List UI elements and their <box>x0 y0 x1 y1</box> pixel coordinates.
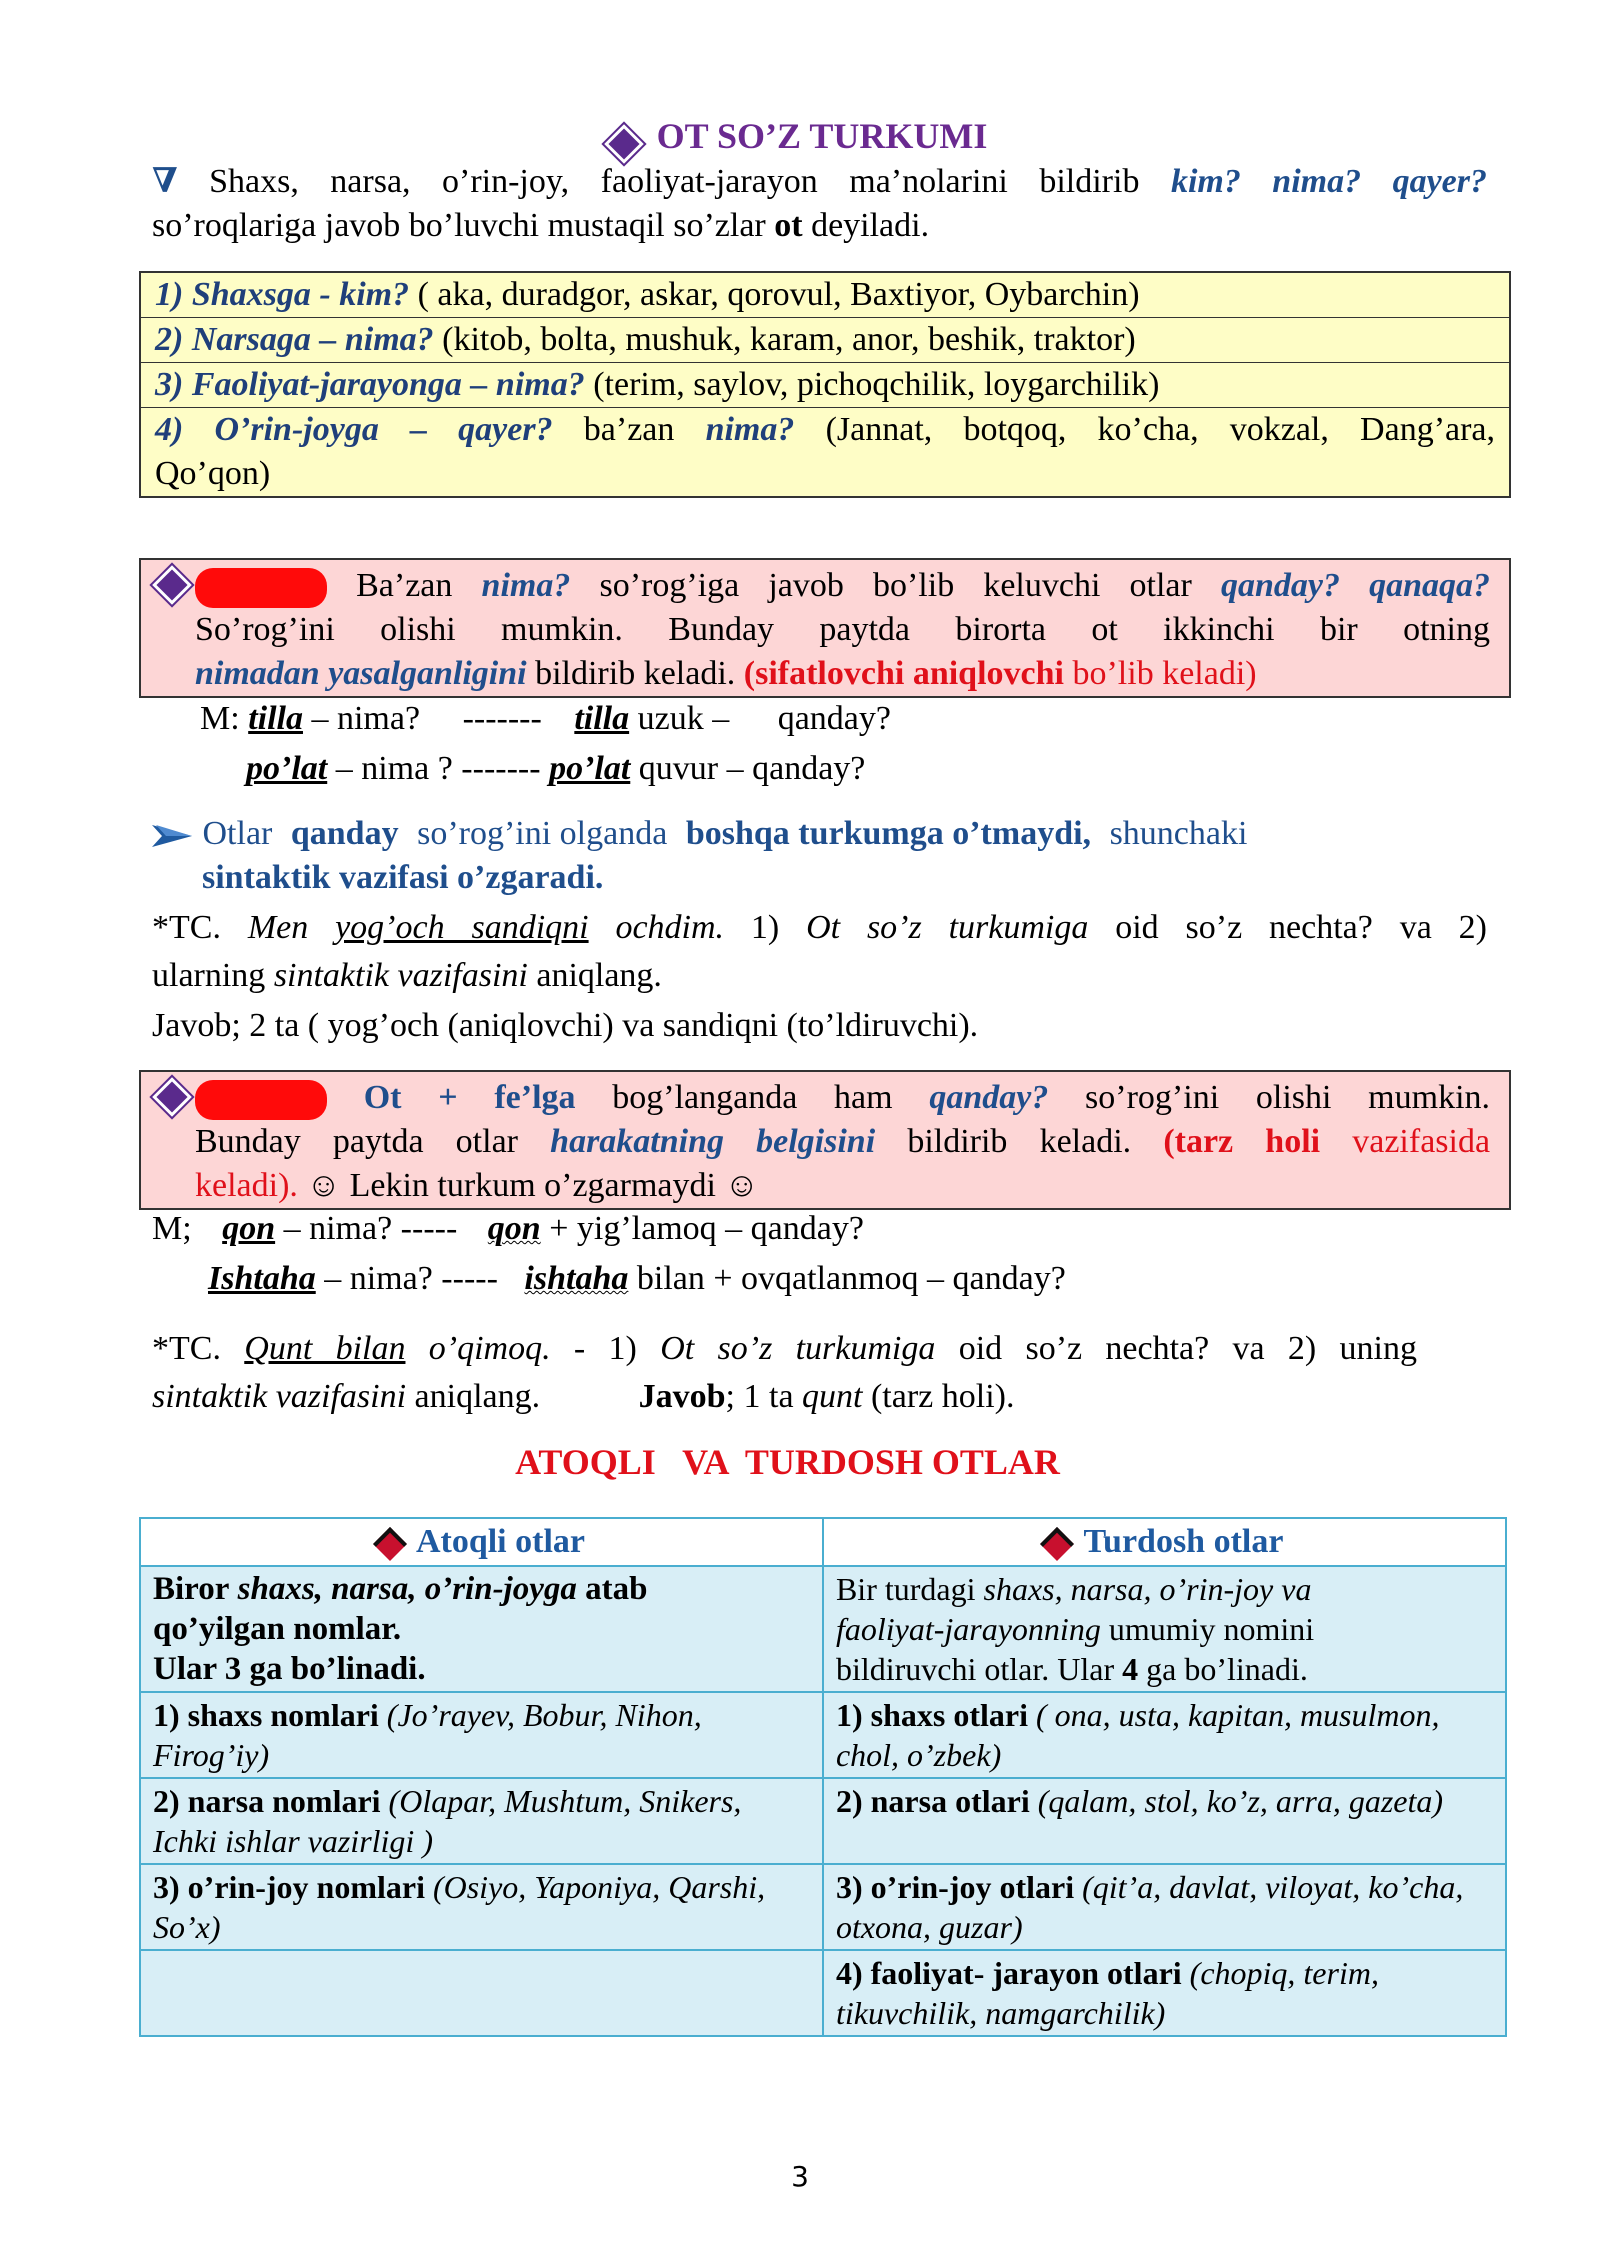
task-text: Ot so’z turkumiga <box>806 909 1089 946</box>
example-label: M: <box>200 700 240 737</box>
category-examples-cont: Qo’qon) <box>155 455 271 492</box>
example-word: Ishtaha <box>208 1260 316 1297</box>
redacted-blot <box>195 568 327 608</box>
example-text: bilan + ovqatlanmoq – qanday? <box>628 1260 1066 1297</box>
box1-emph: nimadan yasalganligini <box>195 655 527 693</box>
cell-italic: (qit’a, davlat, viloyat, ko’cha, otxona, guzar) <box>835 1869 1464 1945</box>
box2-emph: harakatning belgisini <box>550 1123 876 1161</box>
task-text: o’qimoq. <box>428 1330 551 1367</box>
example-word: tilla <box>248 700 303 737</box>
category-examples: (Jannat, botqoq, ko’cha, vokzal, Dang’ara, <box>825 411 1496 448</box>
box2-question: qanday? <box>929 1079 1049 1116</box>
diamond-header-icon <box>373 1527 407 1561</box>
table-header-row <box>140 1518 1506 1566</box>
category-examples: (terim, saylov, pichoqchilik, loygarchilik) <box>584 366 1160 403</box>
cell-text: qo’yilgan <box>153 1611 286 1647</box>
table-row <box>140 1864 1506 1950</box>
table-cell <box>823 1566 1506 1692</box>
example-1-line-2 <box>246 747 1400 791</box>
box2-red: keladi). <box>195 1167 298 1205</box>
box2-red-b: vazifasida <box>1352 1123 1491 1161</box>
example-dash: ------- <box>462 700 542 737</box>
category-label: 4) O’rin-joyga – qayer? <box>155 411 553 448</box>
diamond-bullet-icon <box>156 569 187 600</box>
box1-text: Ba’zan <box>356 567 453 604</box>
category-examples: ( aka, duradgor, askar, qorovul, Baxtiyor, Oybarchin) <box>409 276 1140 313</box>
task-2-line-1 <box>152 1327 1417 1371</box>
task-answer: (tarz holi). <box>870 1378 1015 1415</box>
table-cell <box>140 1778 823 1864</box>
task-label: *TC. <box>152 909 221 946</box>
intro-questions: kim? nima? qayer? <box>1170 163 1488 200</box>
example-text: – nima ? ------- <box>327 750 541 787</box>
example-2 <box>152 1207 1452 1301</box>
table-row <box>140 1692 1506 1778</box>
table-cell <box>823 1692 1506 1778</box>
cell-text: nomlar. <box>293 1611 402 1647</box>
note-text: shunchaki <box>1109 815 1248 852</box>
cell-bold: 4) faoliyat- jarayon otlari <box>835 1955 1182 1991</box>
box2-line-3 <box>195 1164 1490 1208</box>
example-1 <box>200 697 1400 791</box>
cell-italic: ( ona, usta, kapitan, musulmon, chol, o’zbek) <box>835 1697 1440 1773</box>
task-text: sintaktik vazifasini <box>152 1378 407 1415</box>
intro-text-c: deyiladi. <box>811 207 930 244</box>
intro-line-2 <box>152 204 1487 248</box>
task-2 <box>152 1327 1417 1419</box>
cell-bold: 2) narsa otlari <box>835 1783 1030 1819</box>
example-text: + yig’lamoq – qanday? <box>540 1210 864 1247</box>
task-2-line-2 <box>152 1375 1417 1419</box>
cell-text: faoliyat-jarayonning <box>835 1611 1101 1647</box>
redacted-blot <box>195 1080 327 1120</box>
task-num: 1) <box>750 909 780 946</box>
cell-text: Biror <box>153 1571 230 1607</box>
box2-text: bog’langanda ham <box>612 1079 893 1116</box>
cell-text: atab <box>585 1571 648 1607</box>
task-answer-label: Javob <box>638 1378 726 1415</box>
table-cell <box>140 1566 823 1692</box>
task-text: aniqlang. <box>536 957 662 994</box>
table-row <box>140 1950 1506 2036</box>
example-2-line-2 <box>208 1257 1452 1301</box>
table-row <box>140 1778 1506 1864</box>
table-cell <box>823 1950 1506 2036</box>
table-cell <box>823 1778 1506 1864</box>
box1-line-1 <box>195 564 1490 608</box>
task-question: oid so’z nechta? va 2) <box>1115 909 1487 946</box>
cell-italic: (chopiq, terim, tikuvchilik, namgarchilik) <box>835 1955 1379 2031</box>
cell-bold: 1) shaxs otlari <box>835 1697 1028 1733</box>
example-text: quvur – qanday? <box>630 750 866 787</box>
category-label-b: nima? <box>705 411 795 448</box>
noun-types-table <box>139 1517 1507 2037</box>
table-cell <box>140 1864 823 1950</box>
task-text: sintaktik vazifasini <box>273 957 528 994</box>
task-1-line-2 <box>152 954 1487 998</box>
task-answer: ; 1 ta <box>725 1378 794 1415</box>
note-emph: boshqa turkumga o’tmaydi, <box>685 815 1092 852</box>
cell-text: bildiruvchi <box>835 1651 977 1687</box>
intro-text: Shaxs, narsa, o’rin-joy, faoliyat-jarayon ma’nolarini bildirib <box>209 163 1140 200</box>
example-text: – nima? ----- <box>275 1210 458 1247</box>
section-2-title: ATOQLI VA TURDOSH OTLAR <box>515 1442 1060 1482</box>
diamond-header-icon <box>1041 1527 1075 1561</box>
box2-red: (tarz holi <box>1163 1123 1321 1161</box>
category-label: 2) Narsaga – nima? <box>155 321 434 358</box>
cell-text: Bir turdagi <box>835 1571 976 1607</box>
cell-text: ga bo’linadi. <box>1146 1651 1308 1687</box>
task-phrase: Qunt bilan <box>244 1330 406 1367</box>
task-1-line-1 <box>152 906 1487 950</box>
nabla-icon: ∇ <box>152 163 178 200</box>
box1-line-3 <box>195 652 1490 696</box>
intro-line-1 <box>152 160 1487 204</box>
example-text: – nima? <box>302 700 421 737</box>
task-num: - 1) <box>573 1330 637 1367</box>
category-mid: ba’zan <box>583 411 675 448</box>
box1-nima: nima? <box>481 567 571 604</box>
example-word: tilla <box>574 700 630 737</box>
category-row <box>141 408 1509 496</box>
note-box-1 <box>139 558 1511 698</box>
example-question: qanday? <box>777 700 891 737</box>
box2-line-2 <box>195 1120 1490 1164</box>
categories-table <box>139 271 1511 498</box>
cell-italic: (Olapar, Mushtum, Snikers, Ichki ishlar vazirligi ) <box>153 1783 742 1859</box>
note-emph: qanday <box>290 815 399 852</box>
cell-text: umumiy nomini <box>1108 1611 1315 1647</box>
cell-bold: 2) narsa nomlari <box>153 1783 381 1819</box>
note-1-line-1 <box>152 812 1402 856</box>
page-title-row <box>0 112 1600 160</box>
category-row <box>141 273 1509 318</box>
category-label: 1) Shaxsga - kim? <box>155 276 410 313</box>
note-1-line-2: sintaktik vazifasi o’zgaradi. <box>202 859 604 896</box>
cell-text: 4 <box>1122 1651 1139 1687</box>
diamond-bullet-icon <box>608 129 639 160</box>
table-cell <box>823 1864 1506 1950</box>
table-row <box>140 1566 1506 1692</box>
box1-questions: qanday? qanaqa? <box>1220 567 1491 604</box>
cell-text: shaxs, narsa, o’rin-joy va <box>983 1571 1312 1607</box>
example-1-line-1 <box>200 697 1400 741</box>
box2-line-1 <box>195 1076 1490 1120</box>
example-word: po’lat <box>246 750 328 787</box>
table-cell <box>140 1692 823 1778</box>
task-phrase: yog’och sandiqni <box>335 909 589 946</box>
example-word: ishtaha <box>524 1260 629 1297</box>
box2-text: bildirib keladi. <box>907 1123 1132 1161</box>
task-answer-word: qunt <box>802 1378 863 1415</box>
cell-italic: (qalam, stol, ko’z, arra, gazeta) <box>1037 1783 1444 1819</box>
task-text: ularning <box>152 957 266 994</box>
box2-text: Bunday paytda otlar <box>195 1123 518 1161</box>
table-header <box>823 1518 1506 1566</box>
box2-text: so’rog’ini olishi mumkin. <box>1085 1079 1491 1116</box>
cell-text: Ular 3 ga bo’linadi. <box>153 1651 426 1687</box>
header-label: Atoqli otlar <box>415 1523 585 1560</box>
cell-bold: 1) shaxs nomlari <box>153 1697 379 1733</box>
task-text: aniqlang. <box>414 1378 541 1415</box>
task-1-answer: Javob; 2 ta ( yog’och (aniqlovchi) va sandiqni (to’ldiruvchi). <box>152 1007 979 1044</box>
page-number: 3 <box>791 2160 809 2193</box>
task-1 <box>152 906 1487 1048</box>
box2-smiley-text: ☺ Lekin turkum o’zgarmaydi ☺ <box>306 1167 760 1205</box>
example-2-line-1 <box>152 1207 1452 1251</box>
note-box-2 <box>139 1070 1511 1210</box>
category-row <box>141 318 1509 363</box>
example-label: M; <box>152 1210 192 1247</box>
diamond-bullet-icon <box>156 1081 187 1112</box>
task-text: Men <box>247 909 309 946</box>
example-word: po’lat <box>549 750 631 787</box>
note-1 <box>152 812 1402 900</box>
task-label: *TC. <box>152 1330 221 1367</box>
task-question: oid so’z nechta? va 2) uning <box>958 1330 1418 1367</box>
header-label: Turdosh otlar <box>1083 1523 1284 1560</box>
intro-paragraph <box>152 160 1487 248</box>
page-title: OT SO’Z TURKUMI <box>656 116 988 156</box>
note-text: Otlar <box>202 815 273 852</box>
cell-text: shaxs, narsa, o’rin-joyga <box>237 1571 577 1607</box>
box2-emph: Ot + fe’lga <box>363 1079 576 1116</box>
intro-text-b: so’roqlariga javob bo’luvchi mustaqil so’zlar <box>152 207 766 244</box>
cell-italic: (Osiyo, Yaponiya, Qarshi, So’x) <box>153 1869 766 1945</box>
category-row <box>141 363 1509 408</box>
task-text: ochdim. <box>615 909 725 946</box>
example-word: qon <box>222 1210 276 1247</box>
box1-line-2: So’rog’ini olishi mumkin. Bunday paytda birorta ot ikkinchi bir otning <box>195 611 1490 649</box>
task-text: Ot so’z turkumiga <box>660 1330 936 1367</box>
table-cell <box>140 1950 823 2036</box>
box1-text-b: so’rog’iga javob bo’lib keluvchi otlar <box>599 567 1192 604</box>
table-header <box>140 1518 823 1566</box>
example-text: uzuk – <box>629 700 730 737</box>
example-text: – nima? ----- <box>315 1260 498 1297</box>
category-examples: (kitob, bolta, mushuk, karam, anor, beshik, traktor) <box>433 321 1136 358</box>
note-text: so’rog’ini olganda <box>417 815 668 852</box>
example-word: qon <box>487 1210 541 1247</box>
box1-red-b: bo’lib keladi) <box>1072 655 1257 693</box>
arrow-bullet-icon <box>152 823 192 849</box>
cell-text: otlar. Ular <box>984 1651 1115 1687</box>
cell-italic: (Jo’rayev, Bobur, Nihon, Firog’iy) <box>153 1697 702 1773</box>
box1-red: (sifatlovchi aniqlovchi <box>743 655 1064 693</box>
intro-ot: ot <box>774 207 803 244</box>
cell-bold: 3) o’rin-joy otlari <box>835 1869 1075 1905</box>
box1-text-c: bildirib keladi. <box>535 655 736 693</box>
cell-bold: 3) o’rin-joy nomlari <box>153 1869 425 1905</box>
category-label: 3) Faoliyat-jarayonga – nima? <box>155 366 585 403</box>
